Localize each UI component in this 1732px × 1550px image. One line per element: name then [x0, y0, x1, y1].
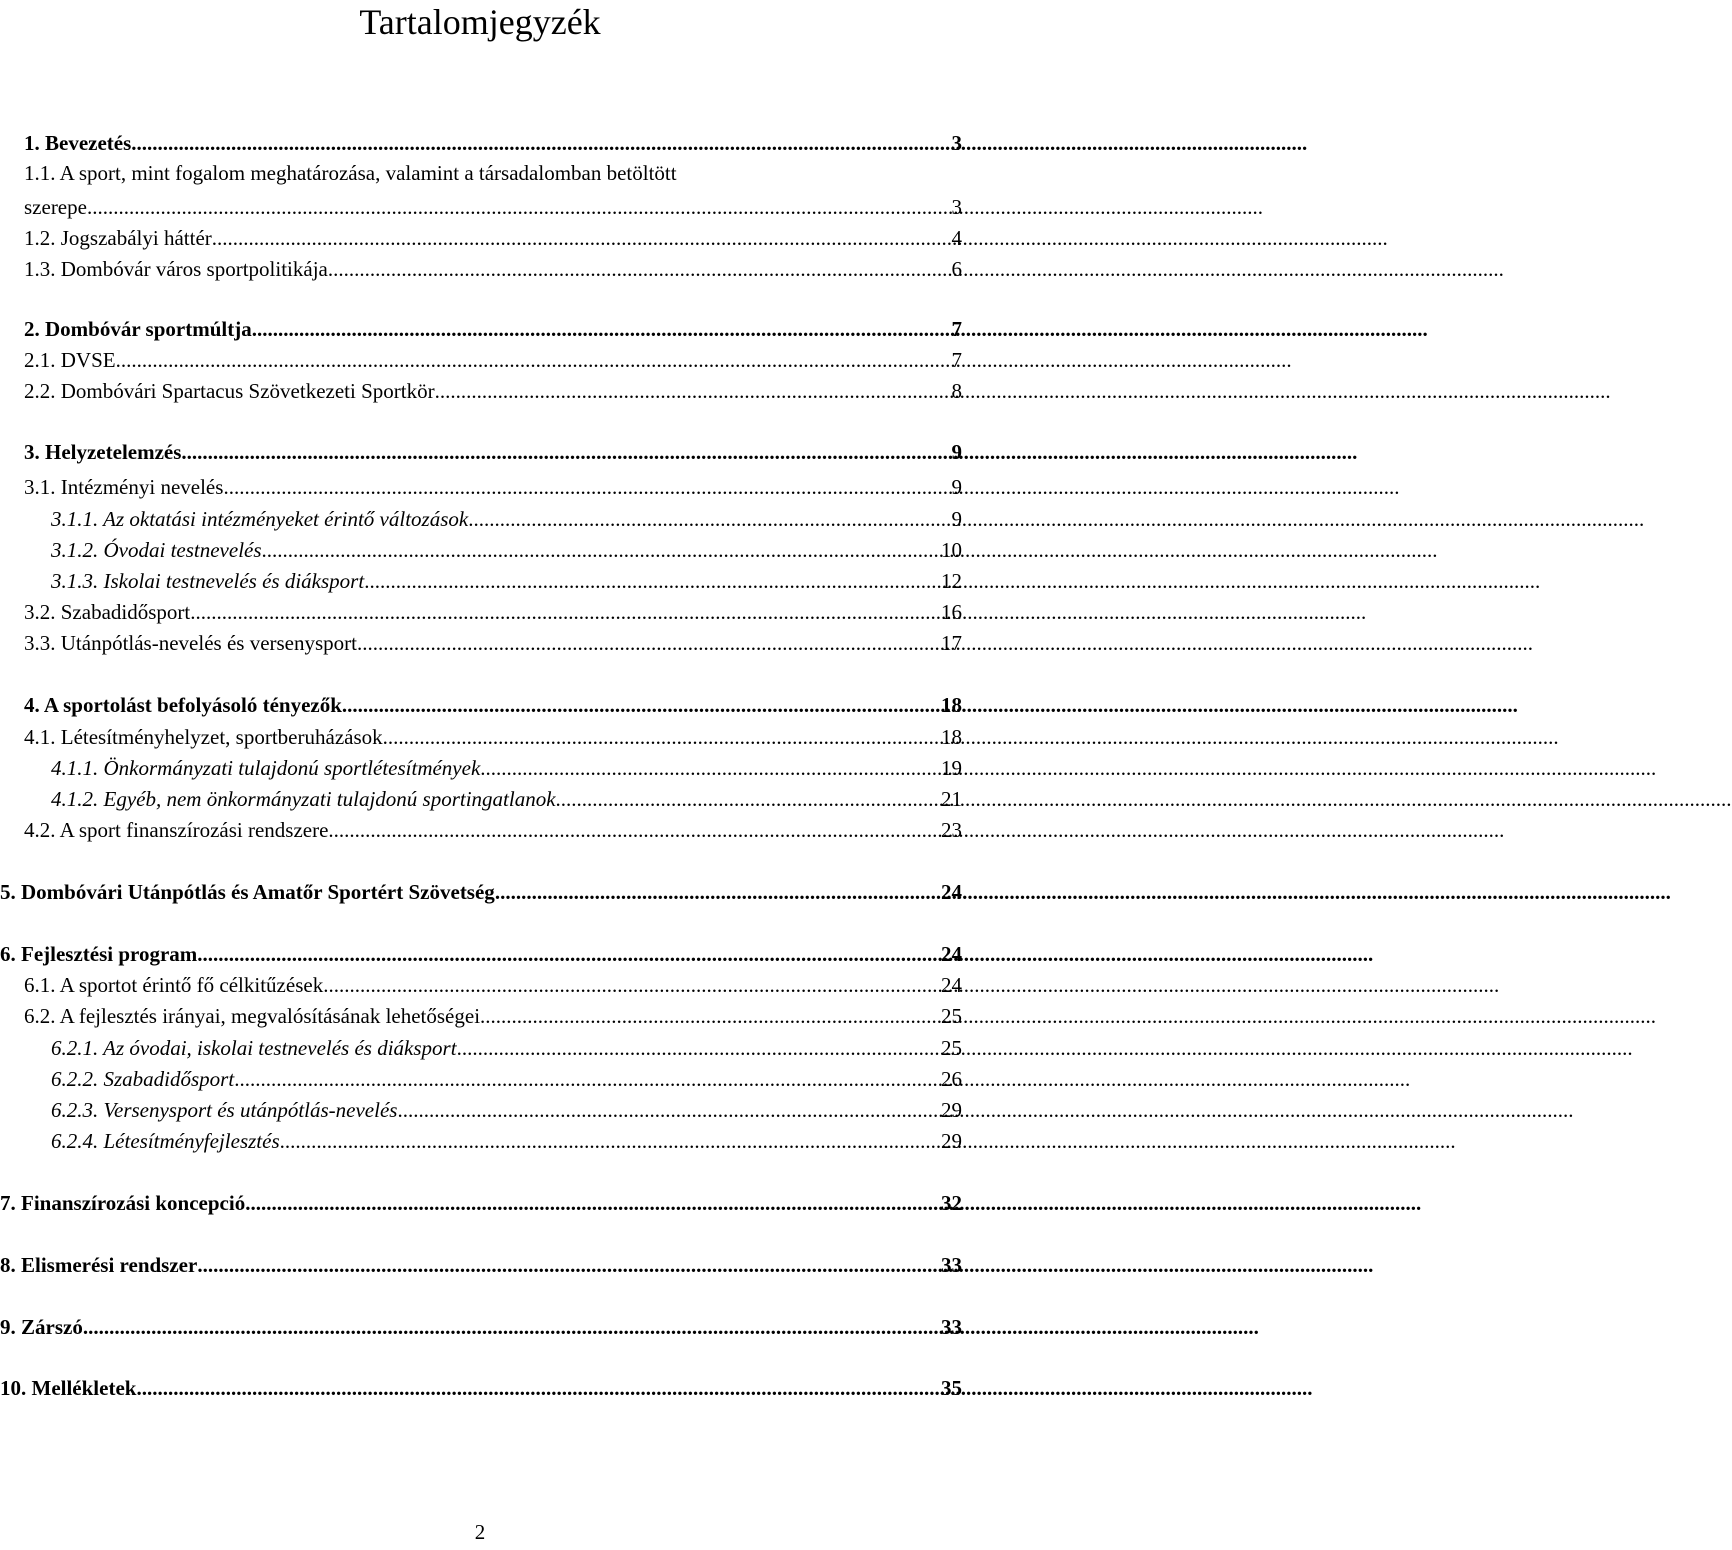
toc-leader	[495, 877, 939, 907]
toc-entry[interactable]	[24, 628, 962, 658]
toc-entry-text: 3.2. Szabadidősport	[24, 600, 191, 624]
toc-entry-text: 2.2. Dombóvári Spartacus Szövetkezeti Sportkör	[24, 379, 435, 403]
toc-entry[interactable]	[24, 815, 962, 845]
toc-entry[interactable]	[24, 690, 962, 720]
toc-entry-text: 4. A sportolást befolyásoló tényezők	[24, 693, 342, 717]
toc-leader	[397, 1095, 939, 1125]
toc-page: 9	[951, 507, 962, 531]
toc-entry-text: 3.1. Intézményi nevelés	[24, 475, 224, 499]
toc-entry-text: 6.2. A fejlesztés irányai, megvalósításának lehetőségei	[24, 1004, 481, 1028]
toc-leader	[116, 345, 950, 375]
toc-leader	[468, 504, 949, 534]
toc-leader	[136, 1373, 939, 1403]
toc-entry[interactable]	[51, 535, 962, 565]
toc-leader	[262, 535, 939, 565]
toc-page: 12	[941, 569, 962, 593]
toc-page: 18	[941, 693, 962, 717]
toc-entry[interactable]	[0, 1188, 962, 1218]
toc-page: 32	[941, 1191, 962, 1215]
toc-page: 3	[951, 195, 962, 219]
toc-page: 23	[941, 818, 962, 842]
toc-entry[interactable]	[51, 1095, 962, 1125]
toc-leader	[328, 254, 950, 284]
toc-page: 9	[951, 440, 962, 464]
toc-entry-text: 6.2.1. Az óvodai, iskolai testnevelés és diáksport	[51, 1036, 457, 1060]
toc-leader	[212, 223, 950, 253]
toc-entry[interactable]	[24, 192, 962, 222]
toc-entry[interactable]	[51, 784, 962, 814]
toc-leader	[364, 566, 939, 596]
toc-entry-text: 6.2.4. Létesítményfejlesztés	[51, 1129, 280, 1153]
toc-page: 26	[941, 1067, 962, 1091]
toc-entry[interactable]	[24, 158, 677, 188]
toc-entry[interactable]	[51, 504, 962, 534]
toc-entry-text: 4.1.2. Egyéb, nem önkormányzati tulajdonú sportingatlanok	[51, 787, 556, 811]
toc-entry-text: 6. Fejlesztési program	[0, 942, 198, 966]
toc-leader	[223, 472, 949, 502]
toc-page: 29	[941, 1098, 962, 1122]
toc-page: 33	[941, 1315, 962, 1339]
toc-entry[interactable]	[24, 472, 962, 502]
toc-entry[interactable]	[0, 877, 962, 907]
toc-page: 3	[951, 131, 962, 155]
toc-leader	[480, 753, 939, 783]
toc-entry[interactable]	[24, 722, 962, 752]
toc-entry-text: 4.2. A sport finanszírozási rendszere	[24, 818, 329, 842]
toc-entry-text: 2.1. DVSE	[24, 348, 116, 372]
toc-leader	[83, 1312, 939, 1342]
toc-page: 8	[951, 379, 962, 403]
toc-entry-text: 8. Elismerési rendszer	[0, 1253, 198, 1277]
toc-entry-text: 3.1.1. Az oktatási intézményeket érintő változások	[51, 507, 469, 531]
toc-entry-text: 1.1. A sport, mint fogalom meghatározása, valamint a társadalomban betöltött	[24, 161, 677, 185]
toc-page: 24	[941, 880, 962, 904]
toc-entry-text: 2. Dombóvár sportmúltja	[24, 317, 252, 341]
toc-entry-text: 6.1. A sportot érintő fő célkitűzések	[24, 973, 324, 997]
toc-page: 9	[951, 475, 962, 499]
toc-leader	[190, 597, 939, 627]
toc-entry[interactable]	[0, 1373, 962, 1403]
toc-entry-text: 6.2.3. Versenysport és utánpótlás-nevelés	[51, 1098, 398, 1122]
toc-leader	[197, 939, 939, 969]
toc-entry[interactable]	[51, 566, 962, 596]
toc-entry[interactable]	[24, 970, 962, 1000]
toc-leader	[181, 437, 949, 467]
toc-entry-text: szerepe	[24, 195, 87, 219]
toc-page: 35	[941, 1376, 962, 1400]
toc-entry-text: 3.1.3. Iskolai testnevelés és diáksport	[51, 569, 365, 593]
toc-page: 33	[941, 1253, 962, 1277]
toc-page: 29	[941, 1129, 962, 1153]
toc-entry-text: 3.1.2. Óvodai testnevelés	[51, 538, 262, 562]
toc-entry-text: 6.2.2. Szabadidősport	[51, 1067, 235, 1091]
toc-page: 21	[941, 787, 962, 811]
toc-entry-text: 4.1. Létesítményhelyzet, sportberuházások	[24, 725, 383, 749]
toc-title: Tartalomjegyzék	[359, 2, 601, 42]
toc-leader	[480, 1001, 939, 1031]
toc-leader	[556, 784, 939, 814]
toc-entry[interactable]	[24, 376, 962, 406]
toc-leader	[323, 970, 939, 1000]
toc-page: 7	[951, 317, 962, 341]
toc-entry[interactable]	[0, 1250, 962, 1280]
toc-page: 24	[941, 942, 962, 966]
toc-entry-text: 4.1.1. Önkormányzati tulajdonú sportlétesítmények	[51, 756, 481, 780]
toc-entry[interactable]	[24, 1001, 962, 1031]
toc-entry[interactable]	[24, 345, 962, 375]
toc-leader	[383, 722, 939, 752]
toc-entry[interactable]	[51, 1033, 962, 1063]
toc-entry-text: 9. Zárszó	[0, 1315, 83, 1339]
toc-leader	[245, 1188, 939, 1218]
toc-page: 18	[941, 725, 962, 749]
toc-entry-text: 3.3. Utánpótlás-nevelés és versenysport	[24, 631, 357, 655]
toc-page: 4	[951, 226, 962, 250]
toc-page: 17	[941, 631, 962, 655]
toc-leader	[87, 192, 950, 222]
toc-page: 7	[951, 348, 962, 372]
toc-leader	[280, 1126, 939, 1156]
toc-entry-text: 1.3. Dombóvár város sportpolitikája	[24, 257, 328, 281]
toc-leader	[457, 1033, 939, 1063]
toc-leader	[252, 314, 950, 344]
toc-entry[interactable]	[24, 128, 962, 158]
toc-leader	[435, 376, 950, 406]
toc-entry[interactable]	[24, 597, 962, 627]
toc-page: 16	[941, 600, 962, 624]
toc-page: 6	[951, 257, 962, 281]
toc-leader	[131, 128, 949, 158]
toc-entry[interactable]	[0, 1312, 962, 1342]
page-number: 2	[474, 1520, 486, 1544]
toc-entry-text: 1. Bevezetés	[24, 131, 132, 155]
toc-entry[interactable]	[24, 314, 962, 344]
toc-leader	[357, 628, 939, 658]
toc-entry[interactable]	[51, 1126, 962, 1156]
toc-entry[interactable]	[24, 437, 962, 467]
toc-entry-text: 5. Dombóvári Utánpótlás és Amatőr Sportért Szövetség	[0, 880, 495, 904]
toc-entry[interactable]	[24, 223, 962, 253]
toc-entry-text: 3. Helyzetelemzés	[24, 440, 182, 464]
toc-page: 19	[941, 756, 962, 780]
toc-entry-text: 1.2. Jogszabályi háttér	[24, 226, 212, 250]
toc-page: 10	[941, 538, 962, 562]
toc-entry-text: 7. Finanszírozási koncepció	[0, 1191, 246, 1215]
toc-leader	[234, 1064, 939, 1094]
toc-page: 25	[941, 1004, 962, 1028]
toc-entry[interactable]	[51, 1064, 962, 1094]
toc-leader	[342, 690, 939, 720]
toc-entry-text: 10. Mellékletek	[0, 1376, 137, 1400]
toc-leader	[328, 815, 939, 845]
toc-page: 25	[941, 1036, 962, 1060]
toc-entry[interactable]	[24, 254, 962, 284]
toc-entry[interactable]	[0, 939, 962, 969]
toc-entry[interactable]	[51, 753, 962, 783]
toc-leader	[197, 1250, 939, 1280]
toc-page: 24	[941, 973, 962, 997]
